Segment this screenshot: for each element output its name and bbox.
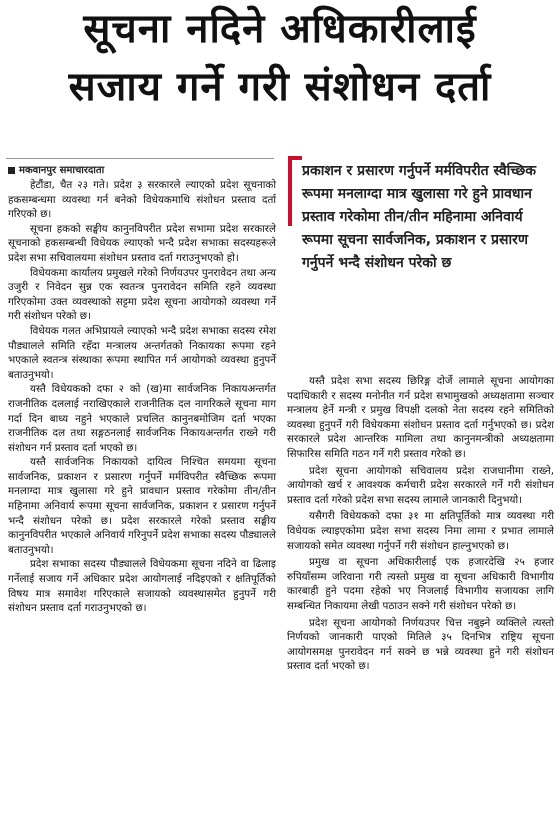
paragraph: सूचना हकको सङ्घीय कानुनविपरीत प्रदेश सभामा प्रदेश सरकारले सूचनाको हकसम्बन्धी विधेयक ल्याएको भन्दै प्रदेश सभाका सदस्यहरूले प्रदेश सभा सचिवालयमा संशोधन प्रस्ताव दर्ता गराउनुभएको हो। bbox=[8, 222, 276, 264]
paragraph: प्रदेश सूचना आयोगको निर्णयउपर चित्त नबुझ्ने व्यक्तिले त्यस्तो निर्णयको जानकारी पाएको मितिले ३५ दिनभित्र राष्ट्रिय सूचना आयोगसमक्ष पुनरावेदन गर्न सक्ने छ भन्ने व्यवस्था हुने गरी संशोधन प्रस्ताव दर्ता भएको छ। bbox=[287, 616, 554, 673]
byline-divider bbox=[6, 158, 274, 159]
paragraph: यस्तै प्रदेश सभा सदस्य छिरिङ्ग दोर्जे लामाले सूचना आयोगका पदाधिकारी र सदस्य मनोनीत गर्न प्रदेश सभामुखको अध्यक्षतामा सञ्चार मन्त्रालय हेर्ने मन्त्री र प्रमुख विपक्षी दलको नेता सदस्य रहने समितिको व्यवस्था हुनुपर्ने गरी विधेयकमा संशोधन प्रस्ताव दर्ता गर्नुभएको छ। प्रदेश सरकारले प्रदेश आन्तरिक मामिला तथा कानुनमन्त्रीको अध्यक्षतामा सिफारिस समिति गठन गर्ने गरी प्रस्ताव गरेको छ। bbox=[287, 375, 554, 460]
paragraph: प्रमुख वा सूचना अधिकारीलाई एक हजारदेखि २५ हजार रुपियाँसम्म जरिवाना गरी त्यस्तो प्रमुख वा सूचना अधिकारी विभागीय कारबाही हुने पदमा रहेको भए निजलाई विभागीय सजायका लागि सम्बन्धित निकायमा लेखी पठाउन सक्ने गरी संशोधन परेको छ। bbox=[287, 556, 554, 612]
paragraph: यस्तै सार्वजनिक निकायको दायित्व निश्चित समयमा सूचना सार्वजनिक, प्रकाशन र प्रसारण गर्नुपर्ने मर्मविपरीत स्वैच्छिक रूपमा मनलाग्दा मात्र खुलासा गरे हुने प्रावधान प्रस्ताव गरेकोमा तीन/तीन महिनामा अनिवार्य रूपमा सूचना सार्वजनिक, प्रकाशन र प्रसारण गर्नुपर्ने भन्दै संशोधन परेको छ। प्रदेश सरकारले गरेको प्रस्ताव सङ्घीय कानुनविपरीत भएकाले अनिवार्य गरिनुपर्ने प्रदेश सभाका सदस्य पौड्यालले बताउनुभयो। bbox=[8, 456, 276, 556]
headline-line-2: सजाय गर्ने गरी संशोधन दर्ता bbox=[68, 64, 492, 110]
byline bbox=[8, 162, 104, 176]
paragraph: यस्तै विधेयकको दफा २ को (ख)मा सार्वजनिक निकायअन्तर्गत राजनीतिक दललाई नराखिएकाले राजनीतिक दल नागरिकले सूचना माग गर्दा दिन बाध्य नहुने भएकाले प्रचलित कानुनबमोजिम दर्ता भएका राजनीतिक दल तथा सङ्गठनलाई सार्वजनिक निकायअन्तर्गत राख्ने गरी संशोधन गर्न प्रस्ताव दर्ता भएको छ। bbox=[8, 383, 276, 454]
paragraph: यसैगरी विधेयकको दफा ३१ मा क्षतिपूर्तिको मात्र व्यवस्था गरी विधेयक ल्याइएकोमा प्रदेश सभा सदस्य निमा लामा र प्रभात लामाले सजायको समेत व्यवस्था गर्नुपर्ने गरी संशोधन हाल्नुभएको छ। bbox=[287, 510, 554, 552]
paragraph: विधेयकमा कार्यालय प्रमुखले गरेको निर्णयउपर पुनरावेदन तथा अन्य उजुरी र निवेदन सुन्न एक स्वतन्त्र पुनरावेदन समिति रहने व्यवस्था गरिएकोमा उक्त व्यवस्थाको सट्टमा प्रदेश सूचना आयोगको व्यवस्था गर्ने गरी संशोधन परेको छ। bbox=[8, 266, 276, 323]
headline bbox=[0, 0, 560, 116]
headline-line-1: सूचना नदिने अधिकारीलाई bbox=[83, 6, 477, 52]
paragraph: विधेयक गलत अभिप्रायले ल्याएको भन्दै प्रदेश सभाका सदस्य रमेश पौड्यालले समिति रहँदा मन्त्रालय अन्तर्गतको निकायका रूपमा रहने भएकाले स्वतन्त्र संस्थाका रूपमा स्थापित गर्न आयोगको व्यवस्था हुनुपर्ने बताउनुभयो। bbox=[8, 324, 276, 381]
pull-quote-accent-left bbox=[288, 156, 292, 226]
paragraph: हेटौंडा, चैत २३ गते। प्रदेश ३ सरकारले ल्याएको प्रदेश सूचनाको हकसम्बन्धमा व्यवस्था गर्न बनेको विधेयकमाथि संशोधन प्रस्ताव दर्ता गरिएको छ। bbox=[8, 179, 276, 221]
pull-quote bbox=[288, 156, 554, 366]
paragraph: प्रदेश सभाका सदस्य पौड्यालले विधेयकमा सूचना नदिने वा ढिलाइ गर्नेलाई सजाय गर्ने अधिकार प्रदेश आयोगलाई नदिइएको र क्षतिपूर्तिको विषय मात्र समावेश गरिएकाले सजायको व्यवस्थासमेत हुनुपर्ने गरी संशोधन प्रस्ताव दर्ता गराउनुभएको छ। bbox=[8, 558, 276, 615]
pull-quote-text: प्रकाशन र प्रसारण गर्नुपर्ने मर्मविपरीत स्वैच्छिक रूपमा मनलाग्दा मात्र खुलासा गरे हुने प्रावधान प्रस्ताव गरेकोमा तीन/तीन महिनामा अनिवार्य रूपमा सूचना सार्वजनिक, प्रकाशन र प्रसारण गर्नुपर्ने भन्दै संशोधन परेको छ bbox=[302, 163, 537, 271]
paragraph: प्रदेश सूचना आयोगको सचिवालय प्रदेश राजधानीमा राख्ने, आयोगको खर्च र आवश्यक कर्मचारी प्रदेश सरकारले गर्ने गरी संशोधन प्रस्ताव दर्ता गरेको प्रदेश सभा सदस्य लामाले जानकारी दिनुभयो। bbox=[287, 464, 554, 506]
article-column-left bbox=[8, 178, 276, 616]
square-bullet-icon bbox=[8, 167, 15, 174]
article-column-right bbox=[287, 374, 554, 676]
byline-text: मकवानपुर समाचारदाता bbox=[19, 165, 105, 176]
